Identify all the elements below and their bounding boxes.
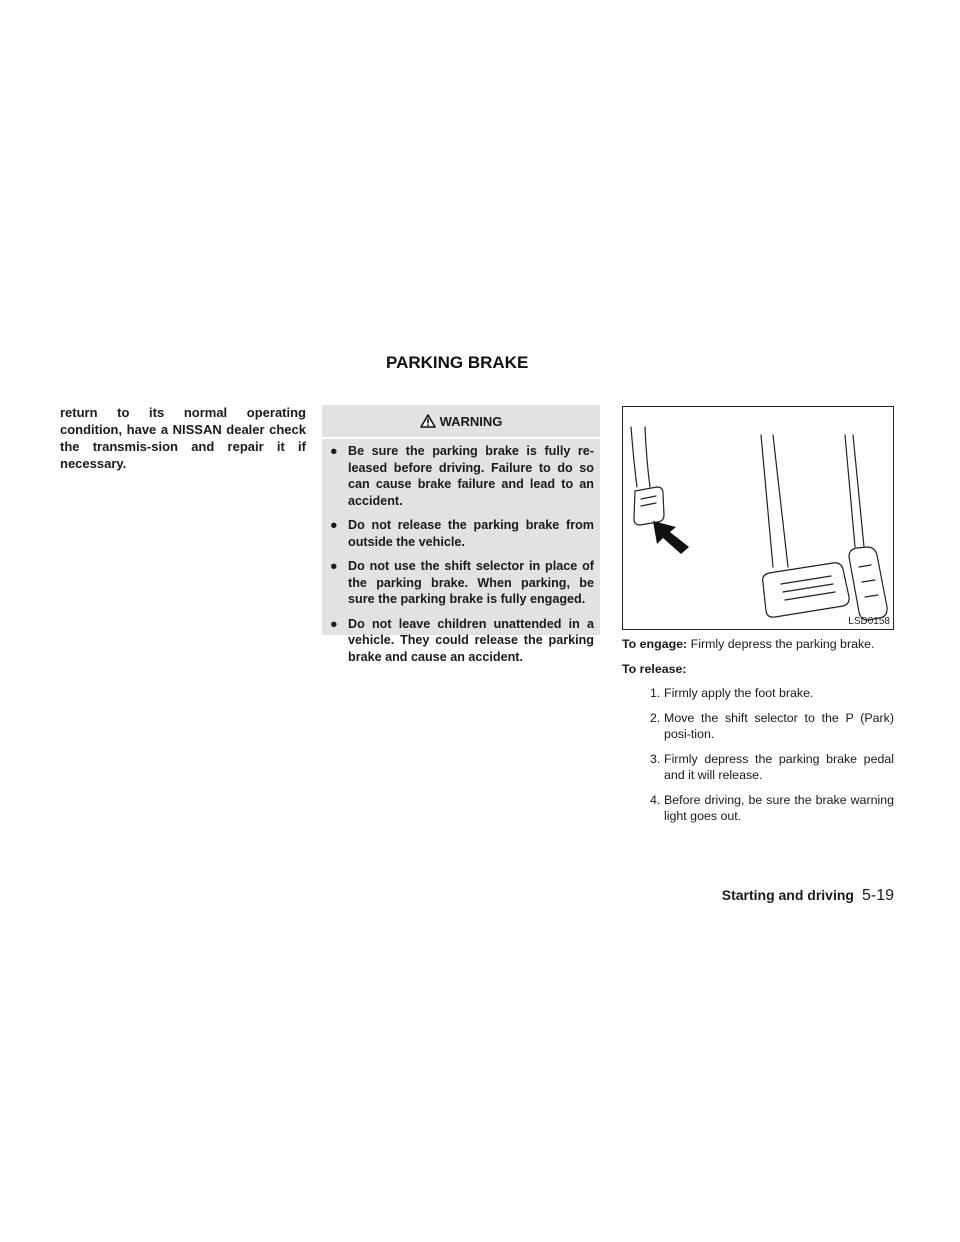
step-item: 1. Firmly apply the foot brake. [650,686,814,700]
step-item: 2. Move the shift selector to the P (Park) posi-tion. [650,710,894,741]
warning-title: WARNING [439,413,503,429]
pedals-drawing [623,407,893,629]
bullet: ● [330,444,338,458]
warning-box [322,405,600,664]
engage-label: To engage: [622,637,688,651]
bullet: ● [330,616,338,631]
step-item: 4. Before driving, be sure the brake warning light goes out. [650,792,894,823]
warning-header [322,411,600,431]
bullet: ● [330,559,338,573]
release-steps [622,685,894,825]
intro-paragraph: return to its normal operating condition, have a NISSAN dealer check the transmis-sion and repair it if necessary. [60,405,306,471]
figure-code: LSD0158 [848,616,890,627]
release-label: To release: [622,661,687,676]
chapter-name: Starting and driving [721,887,854,903]
warning-item: ● Do not release the parking brake from outside the vehicle. [330,518,594,549]
warning-item: ● Do not use the shift selector in place of the parking brake. When parking, be sure the parking brake is fully engaged. [330,559,594,606]
warning-list [322,443,600,665]
warning-item: ● Do not leave children unattended in a vehicle. They could release the parking brake and cause an accident. [330,616,594,664]
engage-text: Firmly depress the parking brake. [690,637,875,651]
warning-triangle-icon [420,414,436,428]
warning-divider [322,437,600,439]
section-title: PARKING BRAKE [386,353,529,372]
bullet: ● [330,518,338,532]
arrow-icon [653,521,689,554]
page-number: 5-19 [861,887,894,904]
warning-item: ● Be sure the parking brake is fully re-leased before driving. Failure to do so can cause brake failure and lead to an accident. [330,444,594,508]
engage-paragraph [622,636,894,653]
instructions [622,636,894,833]
page-footer [722,887,894,905]
pedal-illustration [622,406,894,630]
step-item: 3. Firmly depress the parking brake pedal and it will release. [650,751,894,782]
